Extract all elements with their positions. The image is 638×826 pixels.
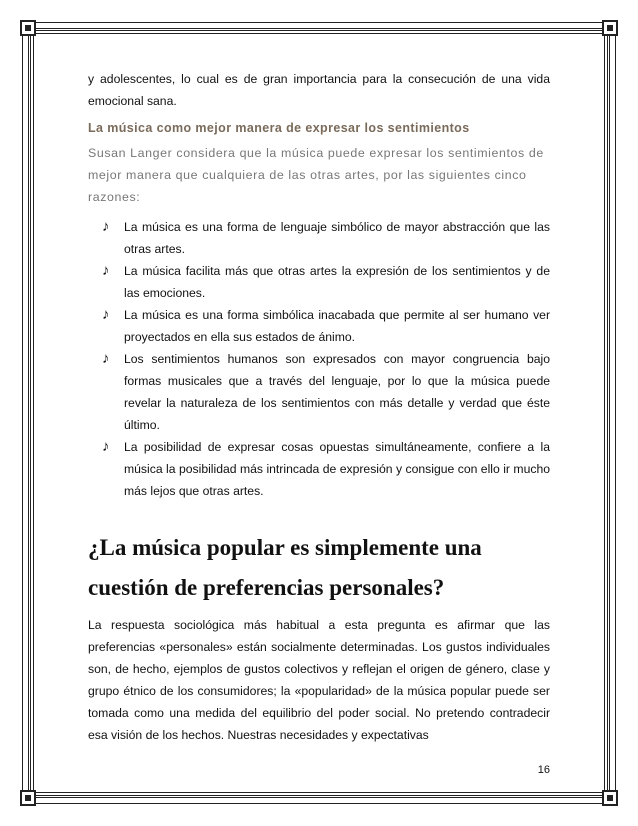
list-item: ♪ La música es una forma de lenguaje simbólico de mayor abstracción que las otras artes. (102, 218, 550, 256)
reasons-list (88, 216, 550, 502)
list-item: ♪ La posibilidad de expresar cosas opuestas simultáneamente, confiere a la música la posibilidad más intrincada de expresión y consigue con ello ir mucho más lejos que otras artes. (102, 438, 550, 498)
corner-ornament-icon (602, 790, 618, 806)
page-number: 16 (537, 764, 550, 776)
intro-paragraph: y adolescentes, lo cual es de gran importancia para la consecución de una vida emocional sana. (88, 72, 550, 108)
corner-ornament-icon (20, 20, 36, 36)
corner-ornament-icon (602, 20, 618, 36)
list-item: ♪ Los sentimientos humanos son expresados con mayor congruencia bajo formas musicales que a través del lenguaje, por lo que la música puede revelar la naturaleza de los sentimientos con más detalle y verdad que éste último. (102, 350, 550, 432)
section-heading: ¿La música popular es simplemente una cuestión de preferencias personales? (88, 535, 482, 600)
music-note-icon: ♪ (102, 350, 110, 367)
music-note-icon: ♪ (102, 306, 110, 323)
corner-ornament-icon (20, 790, 36, 806)
section-subheading: La música como mejor manera de expresar los sentimientos (88, 121, 470, 135)
body-paragraph: La respuesta sociológica más habitual a esta pregunta es afirmar que las preferencias «personales» están socialmente determinadas. Los gustos individuales son, de hecho, ejemplos de gustos colectivos y reflejan el origen de género, clase y grupo étnico de los consumidores; la «popularidad» de la música popular puede ser tomada como una medida del equilibrio del poder social. No pretendo contradecir esa visión de los hechos. Nuestras necesidades y expectativas (88, 618, 550, 742)
list-item: ♪ La música es una forma simbólica inacabada que permite al ser humano ver proyectados en ella sus estados de ánimo. (102, 306, 550, 344)
music-note-icon: ♪ (102, 218, 110, 235)
page-content (88, 68, 550, 746)
music-note-icon: ♪ (102, 262, 110, 279)
quote-paragraph: Susan Langer considera que la música puede expresar los sentimientos de mejor manera que cualquiera de las otras artes, por las siguientes cinco razones: (88, 146, 544, 204)
list-item: ♪ La música facilita más que otras artes la expresión de los sentimientos y de las emociones. (102, 262, 550, 300)
music-note-icon: ♪ (102, 438, 110, 455)
